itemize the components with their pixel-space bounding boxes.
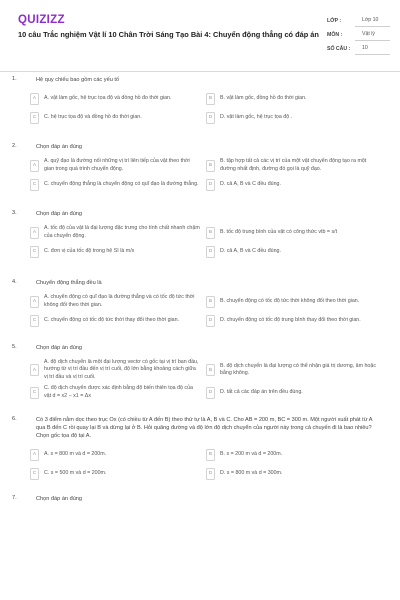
- question-2: [0, 143, 400, 192]
- answer-options: [30, 225, 376, 259]
- option-text: A. tốc độ của vật là đại lượng đặc trưng cho tính chất nhanh chậm của chuyển động.: [44, 225, 200, 239]
- option-letter-box: B: [206, 93, 215, 105]
- option-text: A. quỹ đạo là đường nối những vị trí liên tiếp của vật theo thời gian trong quá trình chuyển động.: [44, 158, 190, 172]
- option-text: C. hệ trục tọa độ và đồng hồ đo thời gian.: [44, 113, 142, 120]
- option-letter-box: D: [206, 315, 215, 327]
- question-1: [0, 76, 400, 125]
- option-text: A. độ dịch chuyển là một đại lượng vectơ có gốc tại vị trí ban đầu, hướng từ vị trí đầu đến vị trí cuối, độ lớn bằng khoảng cách giữa vị trí đầu và vị trí cuối.: [44, 359, 199, 380]
- option-letter-box: A: [30, 227, 39, 239]
- option-b[interactable]: [206, 91, 376, 106]
- option-text: D. vật làm gốc, hệ trục tọa độ .: [220, 113, 293, 120]
- option-a[interactable]: [30, 91, 200, 106]
- option-c[interactable]: [30, 385, 200, 400]
- option-letter-box: D: [206, 179, 215, 191]
- option-text: B. tốc độ trung bình của vật có công thức vtb = s/t: [220, 228, 338, 235]
- question-7: [0, 495, 400, 503]
- meta-class: [327, 14, 390, 28]
- option-letter-box: C: [30, 246, 39, 258]
- question-text: Hệ quy chiếu bao gồm các yếu tố: [36, 77, 120, 83]
- question-number: 7.: [12, 495, 17, 502]
- meta-subject-label: MÔN :: [327, 32, 343, 38]
- option-letter-box: A: [30, 296, 39, 308]
- option-a[interactable]: [30, 294, 200, 309]
- option-text: D. s = 800 m và d = 300m.: [220, 470, 283, 477]
- meta-class-label: LỚP :: [327, 18, 342, 24]
- question-3: [0, 210, 400, 259]
- answer-options: [30, 158, 376, 192]
- option-letter-box: B: [206, 227, 215, 239]
- option-letter-box: A: [30, 93, 39, 105]
- answer-options: [30, 359, 376, 400]
- option-b[interactable]: [206, 359, 376, 381]
- option-letter-box: B: [206, 364, 215, 376]
- option-letter-box: C: [30, 468, 39, 480]
- question-list: [0, 76, 400, 519]
- answer-options: [30, 294, 376, 328]
- answer-options: [30, 447, 376, 481]
- option-c[interactable]: [30, 466, 200, 481]
- header-divider: [0, 71, 400, 72]
- question-6: [0, 416, 400, 481]
- option-text: D. tất cả các đáp án trên đều đúng.: [220, 389, 303, 396]
- question-text: Chọn đáp án đúng: [36, 211, 83, 217]
- option-letter-box: B: [206, 296, 215, 308]
- option-letter-box: A: [30, 449, 39, 461]
- quizizz-logo: QUIZIZZ: [18, 14, 65, 26]
- meta-count-value: 10: [355, 43, 390, 55]
- option-b[interactable]: [206, 158, 376, 173]
- option-text: A. vật làm gốc, hệ trục tọa độ và đồng hồ đo thời gian.: [44, 94, 172, 101]
- option-c[interactable]: [30, 244, 200, 259]
- option-d[interactable]: [206, 313, 376, 328]
- answer-options: [30, 91, 376, 125]
- option-d[interactable]: [206, 177, 376, 192]
- question-number: 6.: [12, 416, 17, 423]
- option-text: C. đơn vị của tốc độ trong hệ SI là m/s: [44, 247, 135, 254]
- option-b[interactable]: [206, 447, 376, 462]
- option-text: C. chuyển động có tốc độ tức thời thay đổi theo thời gian.: [44, 316, 180, 323]
- option-d[interactable]: [206, 466, 376, 481]
- option-letter-box: B: [206, 160, 215, 172]
- question-text: Chuyển động thẳng đều là: [36, 280, 102, 286]
- option-c[interactable]: [30, 177, 200, 192]
- question-number: 1.: [12, 76, 17, 82]
- meta-count: [327, 42, 390, 56]
- option-a[interactable]: [30, 158, 200, 173]
- option-text: A. chuyển động có quĩ đạo là đường thẳng và có tốc độ tức thời không đổi theo thời gian.: [44, 294, 195, 308]
- option-letter-box: C: [30, 315, 39, 327]
- question-number: 2.: [12, 143, 17, 149]
- option-d[interactable]: [206, 244, 376, 259]
- question-text: Chọn đáp án đúng: [36, 345, 83, 351]
- option-d[interactable]: [206, 385, 376, 400]
- question-number: 4.: [12, 279, 17, 285]
- option-letter-box: B: [206, 449, 215, 461]
- question-4: [0, 279, 400, 328]
- option-letter-box: C: [30, 112, 39, 124]
- option-text: A. s = 800 m và d = 200m.: [44, 451, 107, 458]
- option-b[interactable]: [206, 225, 376, 240]
- option-letter-box: C: [30, 387, 39, 399]
- meta-subject-value: Vật lý: [355, 29, 390, 41]
- question-text: Có 3 điểm nằm dọc theo trục Ox (có chiều từ A đến B) theo thứ tự là A, B và C. Cho AB = 200 m, BC = 300 m. Một người xuất phát từ A qua B đến C rồi quay lại B và dừng lại ở B. Hỏi quãng đường và độ lớn độ dịch chuyển của người này trong cả chuyến đi là bao nhiêu? Chọn gốc tọa độ tại A.: [36, 417, 373, 440]
- meta-count-label: SỐ CÂU :: [327, 46, 351, 52]
- option-a[interactable]: [30, 447, 200, 462]
- option-text: B. vật làm gốc, đồng hồ đo thời gian.: [220, 94, 307, 101]
- meta-info: [327, 14, 390, 56]
- worksheet-header: [0, 0, 400, 62]
- worksheet-title: 10 câu Trắc nghiệm Vật lí 10 Chân Trời Sáng Tạo Bài 4: Chuyển động thẳng có đáp án: [18, 30, 319, 39]
- option-letter-box: D: [206, 112, 215, 124]
- option-text: C. s = 500 m và d = 200m.: [44, 470, 107, 477]
- meta-subject: [327, 28, 390, 42]
- option-text: B. độ dịch chuyển là đại lượng có thể nhận giá trị dương, âm hoặc bằng không.: [220, 362, 376, 377]
- option-text: D. chuyển động có tốc độ trung bình thay đổi theo thời gian.: [220, 316, 361, 323]
- option-letter-box: D: [206, 246, 215, 258]
- option-text: B. s = 200 m và d = 200m.: [220, 451, 283, 458]
- question-text: Chọn đáp án đúng: [36, 496, 83, 503]
- option-letter-box: A: [30, 364, 39, 376]
- meta-class-value: Lớp 10: [355, 15, 390, 27]
- question-number: 3.: [12, 210, 17, 216]
- option-letter-box: C: [30, 179, 39, 191]
- option-c[interactable]: [30, 110, 200, 125]
- option-text: B. chuyển động có tốc độ tức thời không đổi theo thời gian.: [220, 297, 360, 304]
- option-text: D. cả A, B và C đều đúng.: [220, 180, 281, 187]
- option-text: D. cả A, B và C đều đúng.: [220, 247, 281, 254]
- question-text: Chọn đáp án đúng: [36, 144, 83, 150]
- option-c[interactable]: [30, 313, 200, 328]
- option-a[interactable]: [30, 225, 200, 240]
- option-text: C. chuyển động thẳng là chuyển động có quĩ đạo là đường thẳng.: [44, 180, 199, 187]
- option-letter-box: A: [30, 160, 39, 172]
- option-d[interactable]: [206, 110, 376, 125]
- option-letter-box: D: [206, 468, 215, 480]
- option-text: C. độ dịch chuyển được xác định bằng độ biến thiên tọa độ của vật d = x2 − x1 = Δx: [44, 385, 193, 399]
- option-text: B. tập hợp tất cả các vị trí của một vật chuyển động tạo ra một đường nhất định, đường đó gọi là quỹ đạo.: [220, 158, 367, 172]
- option-letter-box: D: [206, 387, 215, 399]
- question-number: 5.: [12, 344, 17, 350]
- question-5: [0, 344, 400, 400]
- option-b[interactable]: [206, 294, 376, 309]
- option-a[interactable]: [30, 359, 200, 381]
